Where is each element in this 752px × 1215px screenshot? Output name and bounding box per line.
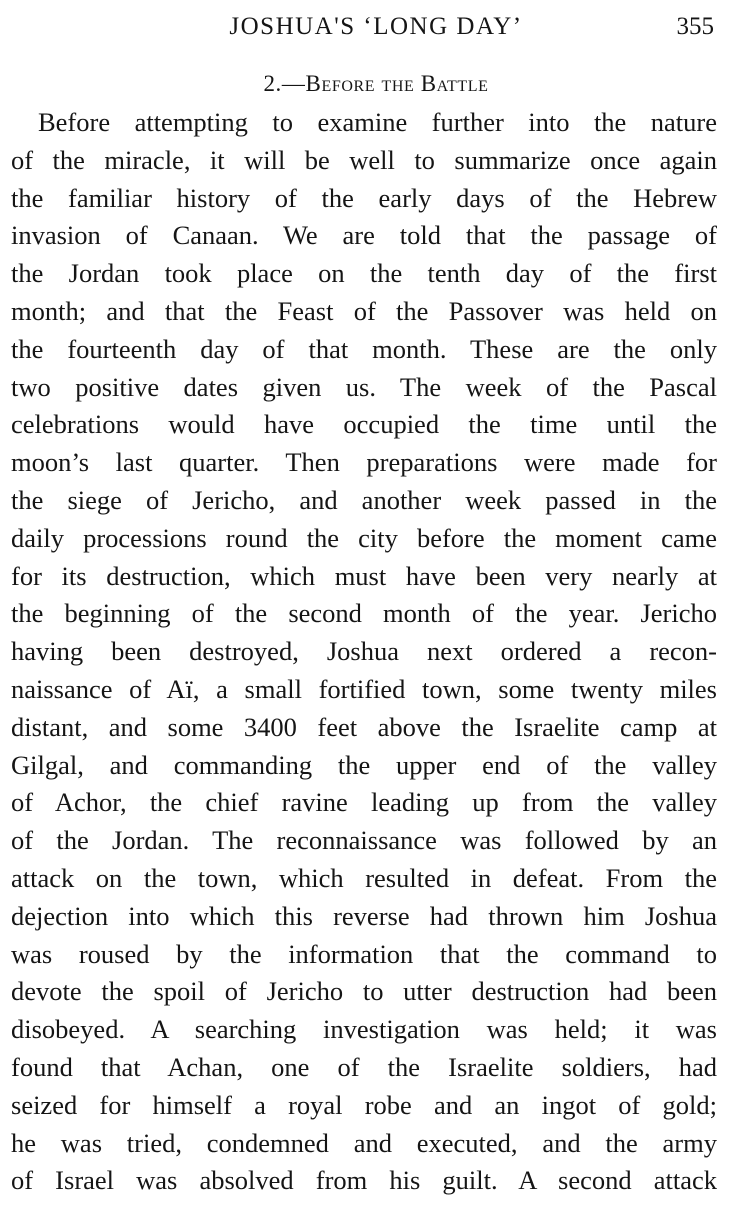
running-title: JOSHUA'S ‘LONG DAY’ — [229, 13, 523, 40]
text-line: celebrations would have occupied the time until the — [11, 409, 717, 440]
text-line: two positive dates given us. The week of the Pascal — [11, 371, 717, 402]
text-line: he was tried, condemned and executed, and the army — [11, 1127, 717, 1158]
text-line: naissance of Aï, a small fortified town, some twenty miles — [11, 673, 717, 704]
text-line: disobeyed. A searching investigation was held; it was — [11, 1014, 717, 1045]
text-line: moon’s last quarter. Then preparations were made for — [11, 447, 717, 478]
text-line: of the Jordan. The reconnaissance was followed by an — [11, 825, 717, 856]
text-line: the familiar history of the early days of the Hebrew — [11, 182, 717, 213]
page-number: 355 — [676, 13, 714, 40]
text-line: dejection into which this reverse had thrown him Joshua — [11, 900, 717, 931]
text-line: for its destruction, which must have been very nearly at — [11, 560, 717, 591]
text-line: Gilgal, and commanding the upper end of the valley — [11, 749, 717, 780]
text-line: the beginning of the second month of the year. Jericho — [11, 598, 717, 629]
text-line: invasion of Canaan. We are told that the passage of — [11, 220, 717, 251]
text-line: seized for himself a royal robe and an ingot of gold; — [11, 1089, 717, 1120]
text-line: Before attempting to examine further into the nature — [38, 107, 717, 137]
text-line: was roused by the information that the command to — [11, 938, 717, 969]
text-line: the siege of Jericho, and another week passed in the — [11, 484, 717, 515]
text-line: found that Achan, one of the Israelite soldiers, had — [11, 1051, 717, 1082]
text-line: of Israel was absolved from his guilt. A second attack — [11, 1165, 717, 1196]
text-line: of the miracle, it will be well to summarize once again — [11, 144, 717, 175]
body-text — [11, 104, 717, 1200]
text-line: devote the spoil of Jericho to utter destruction had been — [11, 976, 717, 1007]
text-line: distant, and some 3400 feet above the Israelite camp at — [11, 711, 717, 742]
section-heading: 2.—Before the Battle — [263, 71, 489, 96]
text-line: daily processions round the city before the moment came — [11, 522, 717, 553]
text-line: attack on the town, which resulted in defeat. From the — [11, 862, 717, 893]
text-line: having been destroyed, Joshua next ordered a recon- — [11, 636, 717, 667]
running-header — [0, 10, 752, 44]
text-line: month; and that the Feast of the Passover was held on — [11, 295, 717, 326]
text-line: of Achor, the chief ravine leading up from the valley — [11, 787, 717, 818]
text-line: the Jordan took place on the tenth day of the first — [11, 258, 717, 289]
text-line: the fourteenth day of that month. These are the only — [11, 333, 717, 364]
